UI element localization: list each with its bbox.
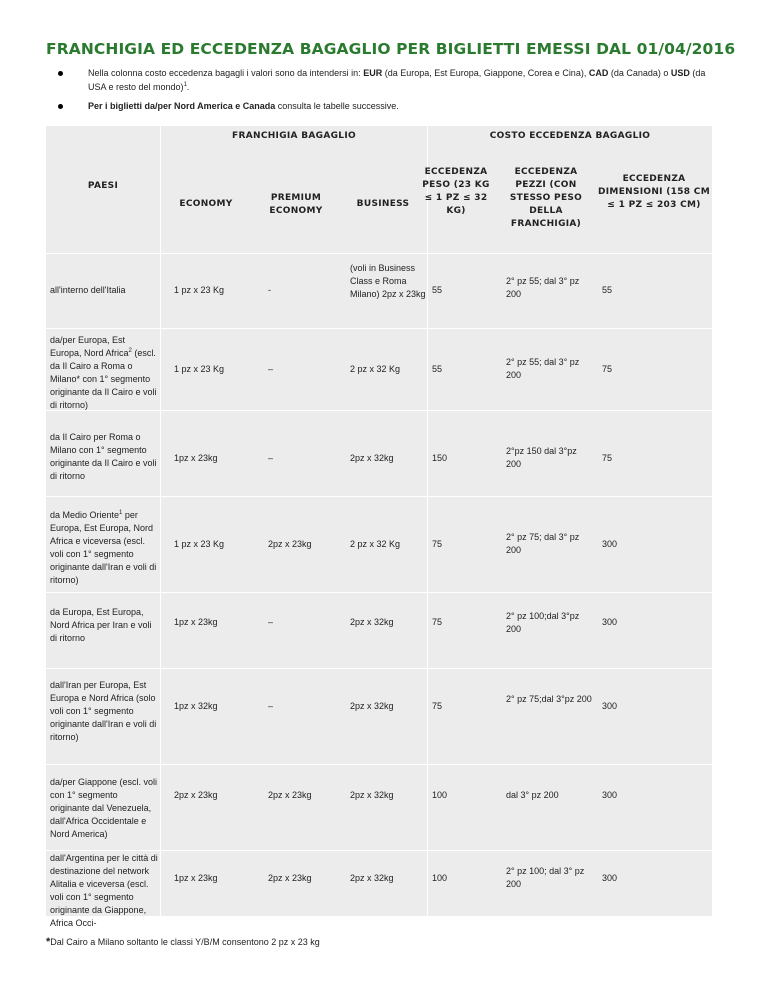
table-cell-economy: 1pz x 23kg bbox=[174, 873, 218, 883]
bullet-icon bbox=[58, 104, 63, 109]
header-eccedenza-peso: ECCEDENZA PESO (23 KG ≤ 1 PZ ≤ 32 KG) bbox=[422, 167, 490, 216]
footnote bbox=[46, 936, 320, 948]
table-cell-premium: 2pz x 23kg bbox=[268, 790, 312, 800]
footnote-ref: 2 bbox=[128, 348, 132, 354]
currency-eur: EUR bbox=[363, 68, 383, 78]
bullet-icon bbox=[58, 71, 63, 76]
table-cell-paese bbox=[50, 776, 158, 841]
table-cell-premium: 2pz x 23kg bbox=[268, 539, 312, 549]
header-business: BUSINESS bbox=[356, 199, 410, 209]
notes-list bbox=[58, 66, 718, 118]
header-eccedenza-pezzi: ECCEDENZA PEZZI (CON STESSO PESO DELLA FRANCHIGIA) bbox=[509, 167, 583, 229]
page-title: FRANCHIGIA ED ECCEDENZA BAGAGLIO PER BIGLIETTI EMESSI DAL 01/04/2016 bbox=[46, 40, 736, 58]
table-cell-economy: 1pz x 32kg bbox=[174, 701, 218, 711]
table-cell-premium: – bbox=[268, 701, 274, 711]
group-header-costo: COSTO ECCEDENZA BAGAGLIO bbox=[489, 131, 651, 141]
table-cell-pezzi: dal 3° pz 200 bbox=[506, 790, 559, 800]
table-cell-paese bbox=[50, 606, 158, 645]
note-text: consulta le tabelle successive. bbox=[275, 101, 399, 111]
table-cell-business: 2pz x 32kg bbox=[350, 790, 394, 800]
table-cell-premium: – bbox=[268, 364, 274, 374]
table-cell-pezzi: 2° pz 75; dal 3° pz 200 bbox=[506, 532, 580, 555]
table-cell-dimensioni: 75 bbox=[602, 453, 613, 463]
table-cell-paese bbox=[50, 284, 158, 297]
table-cell-pezzi: 2°pz 150 dal 3°pz 200 bbox=[506, 446, 577, 469]
table-cell-business: 2pz x 32kg bbox=[350, 701, 394, 711]
table-cell-business: (voli in Business Class e Roma Milano) 2pz x 23kg bbox=[350, 263, 426, 299]
paese-text: da Europa, Est Europa, Nord Africa per Iran e voli di ritorno bbox=[50, 607, 152, 643]
header-paesi: PAESI bbox=[87, 181, 119, 191]
paese-text: (escl. da Il Cairo a Roma o Milano* con 1° segmento originante da Il Cairo e voli di ritorno) bbox=[50, 348, 157, 410]
table-cell-dimensioni: 300 bbox=[602, 701, 618, 711]
table-cell-economy: 1 pz x 23 Kg bbox=[174, 539, 225, 549]
table-cell-economy: 1pz x 23kg bbox=[174, 453, 218, 463]
table-cell-peso: 75 bbox=[432, 617, 443, 627]
currency-cad: CAD bbox=[588, 68, 609, 78]
table-cell-paese bbox=[50, 679, 158, 744]
header-premium-economy: PREMIUM ECONOMY bbox=[269, 193, 323, 216]
table-cell-business: 2pz x 32kg bbox=[350, 873, 394, 883]
table-cell-economy: 1 pz x 23 Kg bbox=[174, 285, 225, 295]
paese-text: dall'Argentina per le città di destinazione del network Alitalia e viceversa (escl. voli con 1° segmento originante da Giappone, Africa Occi- bbox=[50, 853, 158, 928]
note-currency bbox=[58, 66, 718, 94]
table-cell-economy: 2pz x 23kg bbox=[174, 790, 218, 800]
table-cell-premium: – bbox=[268, 453, 274, 463]
note-text: (da USA e resto del mondo) bbox=[88, 68, 706, 92]
footnote-mark: * bbox=[46, 936, 51, 948]
table-cell-peso: 100 bbox=[432, 873, 448, 883]
table-cell-pezzi: 2° pz 55; dal 3° pz 200 bbox=[506, 276, 580, 299]
table-cell-business: 2pz x 32kg bbox=[350, 617, 394, 627]
table-cell-business: 2 pz x 32 Kg bbox=[350, 364, 401, 374]
footnote-ref: 1 bbox=[183, 82, 187, 88]
table-cell-dimensioni: 300 bbox=[602, 617, 618, 627]
note-text: Nella colonna costo eccedenza bagagli i valori sono da intendersi in: bbox=[88, 68, 364, 78]
table-cell-peso: 150 bbox=[432, 453, 448, 463]
table-cell-premium: 2pz x 23kg bbox=[268, 873, 312, 883]
table-cell-peso: 55 bbox=[432, 285, 443, 295]
group-header-franchigia: FRANCHIGIA BAGAGLIO bbox=[232, 131, 356, 141]
table-cell-dimensioni: 55 bbox=[602, 285, 613, 295]
footnote-ref: 1 bbox=[119, 510, 123, 516]
header-economy: ECONOMY bbox=[179, 199, 233, 209]
table-cell-dimensioni: 300 bbox=[602, 790, 618, 800]
baggage-table bbox=[46, 126, 712, 928]
table-cell-pezzi: 2° pz 100;dal 3°pz 200 bbox=[506, 611, 580, 634]
footnote-text: Dal Cairo a Milano soltanto le classi Y/B/M consentono 2 pz x 23 kg bbox=[50, 937, 320, 947]
table-cell-pezzi: 2° pz 100; dal 3° pz 200 bbox=[506, 866, 585, 889]
table-cell-peso: 55 bbox=[432, 364, 443, 374]
note-bold-text: Per i biglietti da/per Nord America e Canada bbox=[88, 101, 276, 111]
paese-text: dall'Iran per Europa, Est Europa e Nord Africa (solo voli con 1° segmento originante dall'Iran e voli di ritorno) bbox=[50, 680, 157, 742]
table-cell-premium: - bbox=[268, 285, 271, 295]
paese-text: per Europa, Est Europa, Nord Africa e viceversa (escl. voli con 1° segmento originante dall'Iran e voli di ritorno) bbox=[50, 510, 157, 585]
note-text: . bbox=[186, 82, 190, 92]
note-text: (da Europa, Est Europa, Giappone, Corea e Cina), bbox=[382, 68, 589, 78]
table-cell-pezzi: 2° pz 75;dal 3°pz 200 bbox=[506, 694, 592, 704]
table-cell-paese bbox=[50, 431, 158, 483]
header-eccedenza-dimensioni: ECCEDENZA DIMENSIONI (158 CM ≤ 1 PZ ≤ 203 CM) bbox=[598, 174, 710, 210]
table-cell-peso: 75 bbox=[432, 539, 443, 549]
table-cell-paese bbox=[50, 852, 158, 930]
table-cell-economy: 1pz x 23kg bbox=[174, 617, 218, 627]
table-cell-dimensioni: 300 bbox=[602, 539, 618, 549]
table-cell-business: 2 pz x 32 Kg bbox=[350, 539, 401, 549]
paese-text: da Medio Oriente bbox=[50, 510, 120, 520]
paese-text: da/per Europa, Est Europa, Nord Africa bbox=[50, 335, 129, 358]
note-north-america bbox=[58, 99, 718, 113]
currency-usd: USD bbox=[670, 68, 690, 78]
table-cell-dimensioni: 300 bbox=[602, 873, 618, 883]
paese-text: da Il Cairo per Roma o Milano con 1° segmento originante da Il Cairo e voli di ritorno bbox=[50, 432, 157, 481]
table-cell-paese bbox=[50, 509, 158, 587]
table-cell-economy: 1 pz x 23 Kg bbox=[174, 364, 225, 374]
table-cell-business: 2pz x 32kg bbox=[350, 453, 394, 463]
paese-text: da/per Giappone (escl. voli con 1° segmento originante dal Venezuela, dall'Africa Occidentale e Nord America) bbox=[50, 777, 158, 839]
table-cell-dimensioni: 75 bbox=[602, 364, 613, 374]
paese-text: all'interno dell'Italia bbox=[50, 285, 126, 295]
table-cell-peso: 100 bbox=[432, 790, 448, 800]
table-cell-premium: – bbox=[268, 617, 274, 627]
table-cell-paese bbox=[50, 334, 158, 412]
note-text: (da Canada) o bbox=[608, 68, 671, 78]
table-cell-pezzi: 2° pz 55; dal 3° pz 200 bbox=[506, 357, 580, 380]
table-cell-peso: 75 bbox=[432, 701, 443, 711]
